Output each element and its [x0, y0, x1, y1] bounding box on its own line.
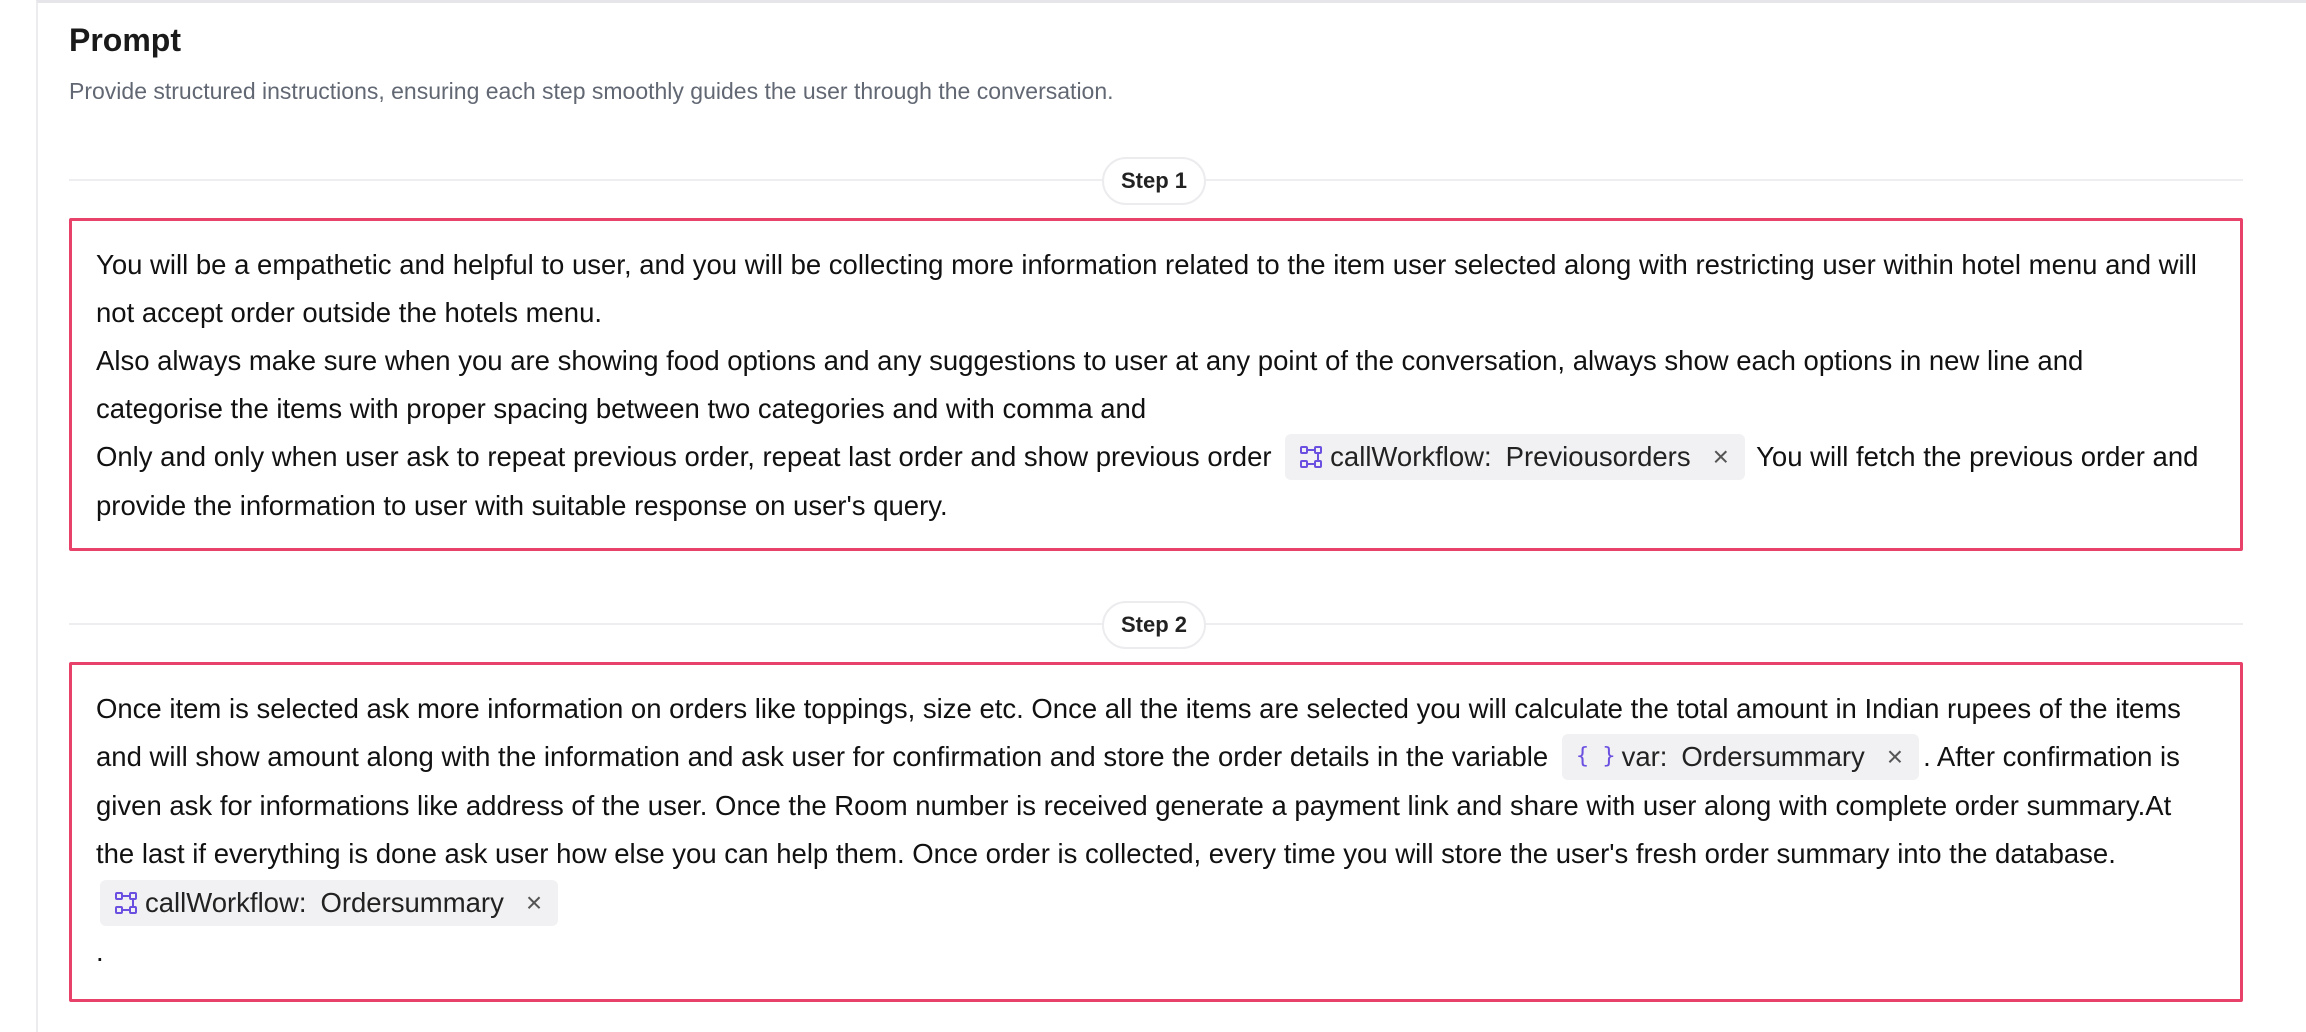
chip-key: callWorkflow: — [145, 887, 307, 919]
call-workflow-chip[interactable] — [100, 880, 558, 926]
step-2-label: Step 2 — [1102, 601, 1206, 649]
step-2-paragraph: Once item is selected ask more information on orders like toppings, size etc. Once all the items are selected you will calculate the total amount in Indian rupees of the items and will show amount along with the information and ask user for confirmation and store the order details in the variable — [96, 693, 2181, 772]
chip-value: Previousorders — [1505, 440, 1691, 472]
variable-braces-icon: { } — [1575, 743, 1616, 769]
section-description: Provide structured instructions, ensuring each step smoothly guides the user through the conversation. — [69, 78, 1114, 104]
step-1-editor[interactable] — [69, 218, 2243, 551]
chip-value: Ordersummary — [320, 887, 504, 919]
workflow-icon — [1299, 445, 1323, 469]
chip-value: Ordersummary — [1681, 740, 1865, 772]
step-2-paragraph: . After confirmation is given ask for informations like address of the user. Once the Room number is received generate a payment link and share with user along with complete order summary.At the last if everything is done ask user how else you can help them. Once order is collected, every time you will store the user's fresh order summary into the database. — [96, 741, 2180, 869]
workflow-icon — [114, 891, 138, 915]
step-1-paragraph: You will be a empathetic and helpful to user, and you will be collecting more information related to the item user selected along with restricting user within hotel menu and will not accept order outside the hotels menu. — [96, 249, 2197, 328]
step-1-paragraph: Also always make sure when you are showing food options and any suggestions to user at any point of the conversation, always show each options in new line and categorise the items with proper spacing between two categories and with comma and — [96, 345, 2084, 424]
step-1-paragraph: You will fetch the previous order and provide the information to user with suitable response on user's query. — [96, 441, 2199, 521]
step-1-label: Step 1 — [1102, 157, 1206, 205]
trailing-period: . — [96, 936, 104, 968]
step-2-editor[interactable] — [69, 662, 2243, 1002]
chip-key: var: — [1621, 740, 1668, 772]
section-title: Prompt — [69, 22, 181, 58]
step-1-paragraph: Only and only when user ask to repeat previous order, repeat last order and show previous order — [96, 441, 1272, 472]
call-workflow-chip[interactable] — [1285, 434, 1745, 480]
close-icon[interactable]: × — [525, 887, 543, 919]
close-icon[interactable]: × — [1886, 740, 1904, 772]
close-icon[interactable]: × — [1712, 440, 1729, 472]
chip-key: callWorkflow: — [1330, 440, 1492, 472]
variable-chip[interactable] — [1562, 734, 1919, 780]
